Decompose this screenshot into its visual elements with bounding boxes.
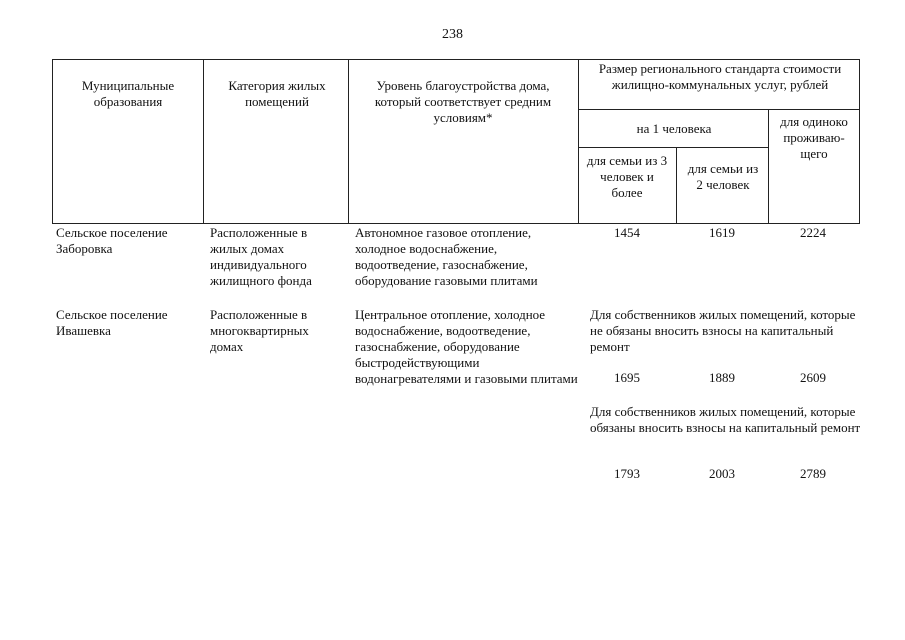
row2-note-obliged: Для собственников жилых помещений, которые обязаны вносить взносы на капитальный ремонт — [590, 404, 861, 435]
row2-comfort-level: Центральное отопление, холодное водоснабжение, водоотведение, газоснабжение, оборудование быстродействующими водонагревателями и газовыми плитами — [355, 307, 578, 386]
header-family-2: для семьи из 2 человек — [687, 161, 759, 192]
row2-not-obliged-single: 2609 — [800, 370, 826, 385]
col-divider-3 — [578, 59, 579, 224]
table-left-border — [52, 59, 53, 224]
row1-family-3-plus: 1454 — [614, 225, 640, 240]
per-person-subheader-line — [578, 147, 768, 148]
col-divider-1 — [203, 59, 204, 224]
row2-not-obliged-family-2: 1889 — [709, 370, 735, 385]
row1-category: Расположенные в жилых домах индивидуального жилищного фонда — [210, 225, 312, 288]
page-number: 238 — [442, 27, 463, 42]
row1-family-2: 1619 — [709, 225, 735, 240]
table-top-border — [52, 59, 860, 60]
standard-subheader-line — [578, 109, 860, 110]
header-per-person: на 1 человека — [636, 121, 712, 136]
col-divider-2 — [348, 59, 349, 224]
header-comfort-level: Уровень благоустройства дома, который соответствует средним условиям* — [374, 78, 552, 125]
row2-category: Расположенные в многоквартирных домах — [210, 307, 309, 354]
col-divider-5 — [768, 109, 769, 224]
table-right-border — [859, 59, 860, 224]
row1-single: 2224 — [800, 225, 826, 240]
col-divider-4 — [676, 147, 677, 224]
header-municipality: Муниципальные образования — [81, 78, 175, 109]
row2-note-not-obliged: Для собственников жилых помещений, которые не обязаны вносить взносы на капитальный ремонт — [590, 307, 856, 354]
table-header — [52, 59, 860, 223]
row1-municipality: Сельское поселение Заборовка — [56, 225, 168, 256]
row2-municipality: Сельское поселение Ивашевка — [56, 307, 168, 338]
row2-obliged-family-2: 2003 — [709, 466, 735, 481]
row2-not-obliged-family-3-plus: 1695 — [614, 370, 640, 385]
header-single-resident: для одиноко проживаю-щего — [780, 114, 848, 161]
row1-comfort-level: Автономное газовое отопление, холодное водоснабжение, водоотведение, газоснабжение, оборудование газовыми плитами — [355, 225, 538, 288]
row2-obliged-family-3-plus: 1793 — [614, 466, 640, 481]
row2-obliged-single: 2789 — [800, 466, 826, 481]
header-family-3-plus: для семьи из 3 человек и более — [586, 153, 668, 200]
header-category: Категория жилых помещений — [228, 78, 326, 109]
table-header-bottom-border — [52, 223, 860, 224]
header-regional-standard: Размер регионального стандарта стоимости жилищно-коммунальных услуг, рублей — [598, 61, 842, 92]
